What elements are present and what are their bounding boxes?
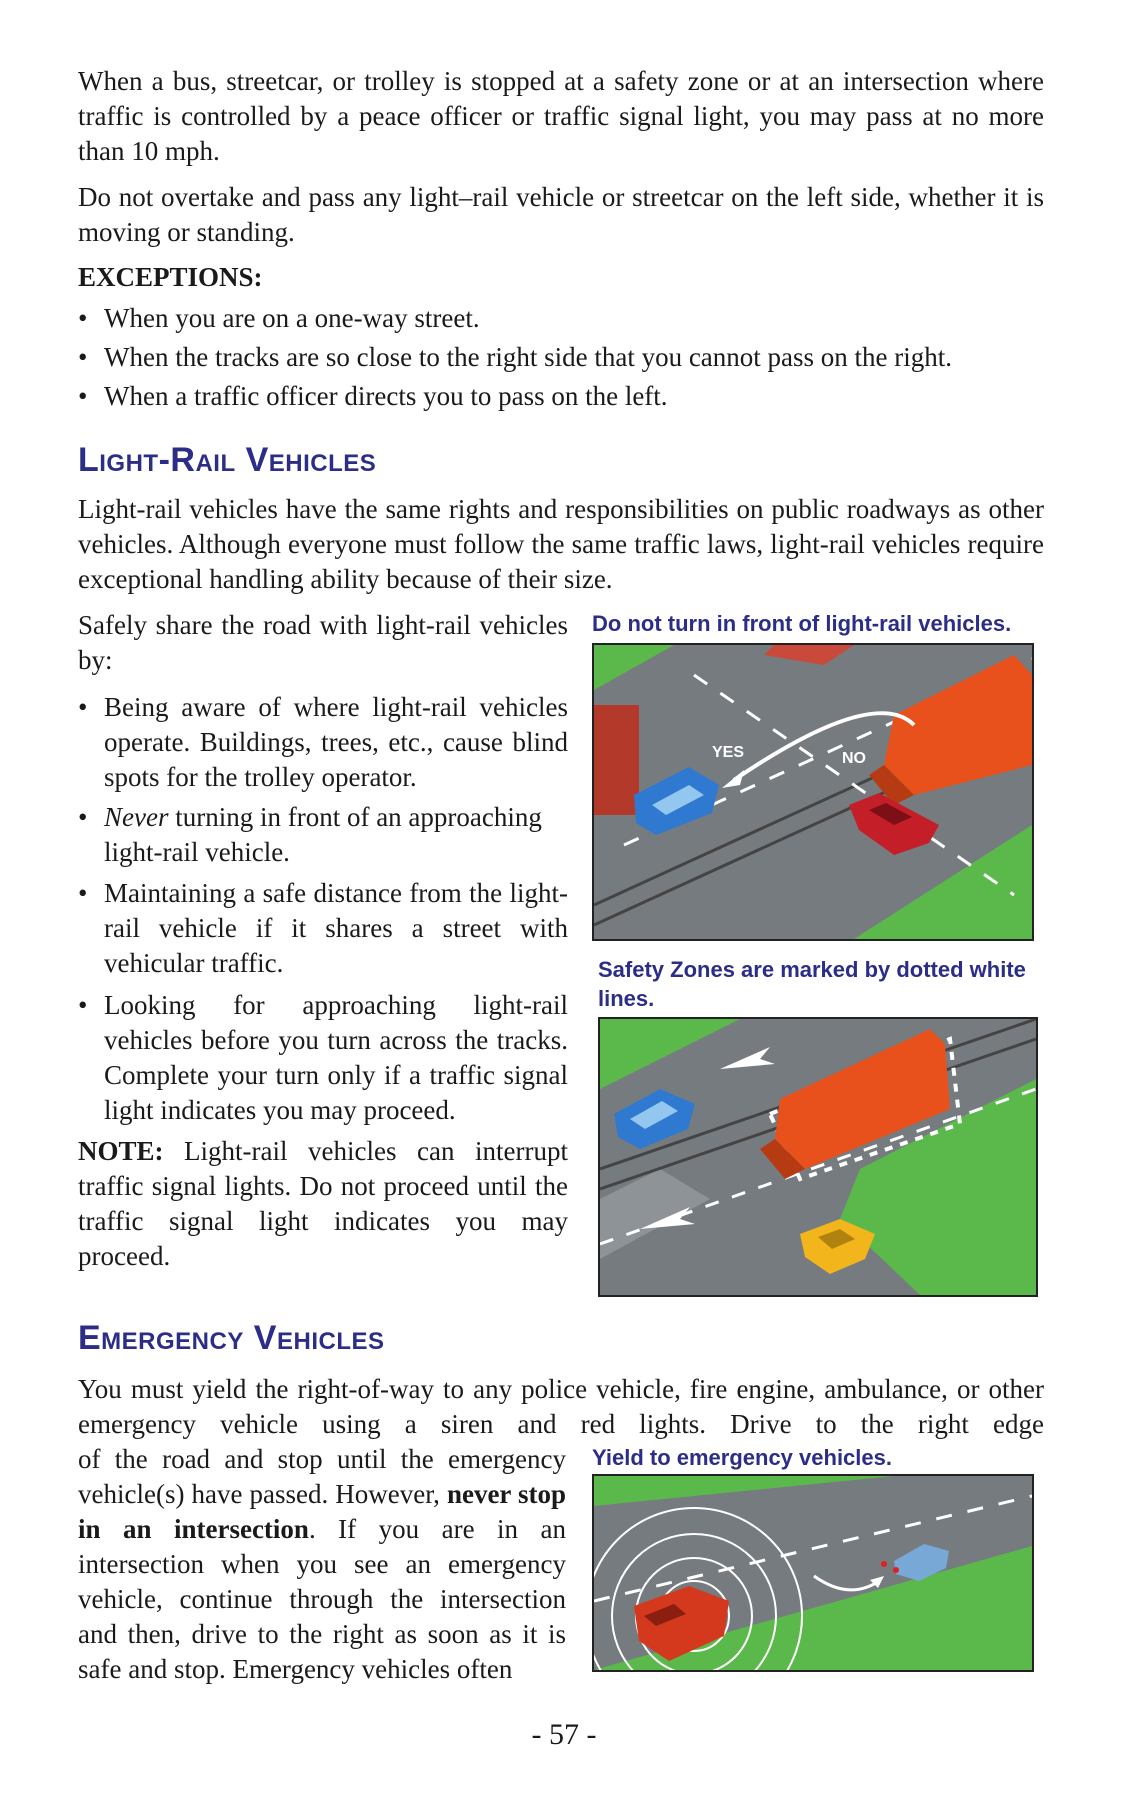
never-emphasis: Never [104,802,169,832]
yes-label: YES [712,744,745,761]
figure-1-illustration [592,643,1034,941]
figure-2-caption: Safety Zones are marked by dotted white lines. [598,957,1026,1011]
figure-3-illustration [592,1474,1034,1672]
bullet: • [78,303,88,333]
bullet-text: Looking for approaching light-rail vehicles before you turn across the tracks. Complete your turn only if a traffic signal light indicates you may proceed. [104,990,568,1125]
bullet-text [104,800,568,870]
note-paragraph [78,1134,568,1274]
no-label: NO [842,750,866,767]
note-label: NOTE: [78,1136,164,1166]
exceptions-heading: EXCEPTIONS: [78,262,263,292]
exception-text: When you are on a one-way street. [104,303,480,333]
light-rail-heading: Light-Rail Vehicles [78,441,377,479]
overtake-paragraph: Do not overtake and pass any light–rail vehicle or streetcar on the left side, whether it is moving or standing. [78,182,1044,247]
bullet: • [78,802,88,832]
never-bullet-text: turning in front of an approaching light-rail vehicle. [104,802,542,867]
figure-1-caption: Do not turn in front of light-rail vehicles. [592,611,1012,636]
emergency-body [78,1442,566,1687]
exception-text: When a traffic officer directs you to pass on the left. [104,381,668,411]
safety-zone-illustration [600,1019,1036,1295]
note-text: Light-rail vehicles can interrupt traffic signal lights. Do not proceed until the traffic signal light indicates you may proceed. [78,1136,568,1271]
emergency-body-b: . If you are in an intersection when you see an emergency vehicle, continue through the intersection and then, drive to the right as soon as it is safe and stop. Emergency vehicles often [78,1514,566,1684]
bullet: • [78,692,88,722]
bullet: • [78,381,88,411]
emergency-intro: You must yield the right-of-way to any police vehicle, fire engine, ambulance, or other emergency vehicle using a siren and red lights. Drive to the right edge [78,1374,1044,1439]
bus-passing-paragraph: When a bus, streetcar, or trolley is stopped at a safety zone or at an intersection where traffic is controlled by a peace officer or traffic signal light, you may pass at no more than 10 mph. [78,66,1044,166]
bullet-text: Maintaining a safe distance from the light-rail vehicle if it shares a street with vehicular traffic. [104,878,568,978]
emergency-heading: Emergency Vehicles [78,1319,385,1357]
bullet: • [78,990,88,1020]
share-road-intro: Safely share the road with light-rail vehicles by: [78,610,568,675]
bullet: • [78,878,88,908]
building [594,705,639,815]
light-rail-intro: Light-rail vehicles have the same rights and responsibilities on public roadways as other vehicles. Although everyone must follow the same traffic laws, light-rail vehicles require exceptional handling ability because of their size. [78,494,1044,594]
bullet: • [78,342,88,372]
emergency-body-bold: never stop in an intersection [78,1479,566,1544]
emergency-illustration [594,1476,1032,1670]
exception-text: When the tracks are so close to the right side that you cannot pass on the right. [104,342,953,372]
emergency-body-a: of the road and stop until the emergency vehicle(s) have passed. However, [78,1444,566,1509]
bullet-text: Being aware of where light-rail vehicles operate. Buildings, trees, etc., cause blind spots for the trolley operator. [104,692,568,792]
page-number: - 57 - [531,1718,597,1751]
figure-2-illustration [598,1017,1038,1297]
figure-3-caption: Yield to emergency vehicles. [592,1445,892,1470]
intersection-illustration [594,645,1032,939]
